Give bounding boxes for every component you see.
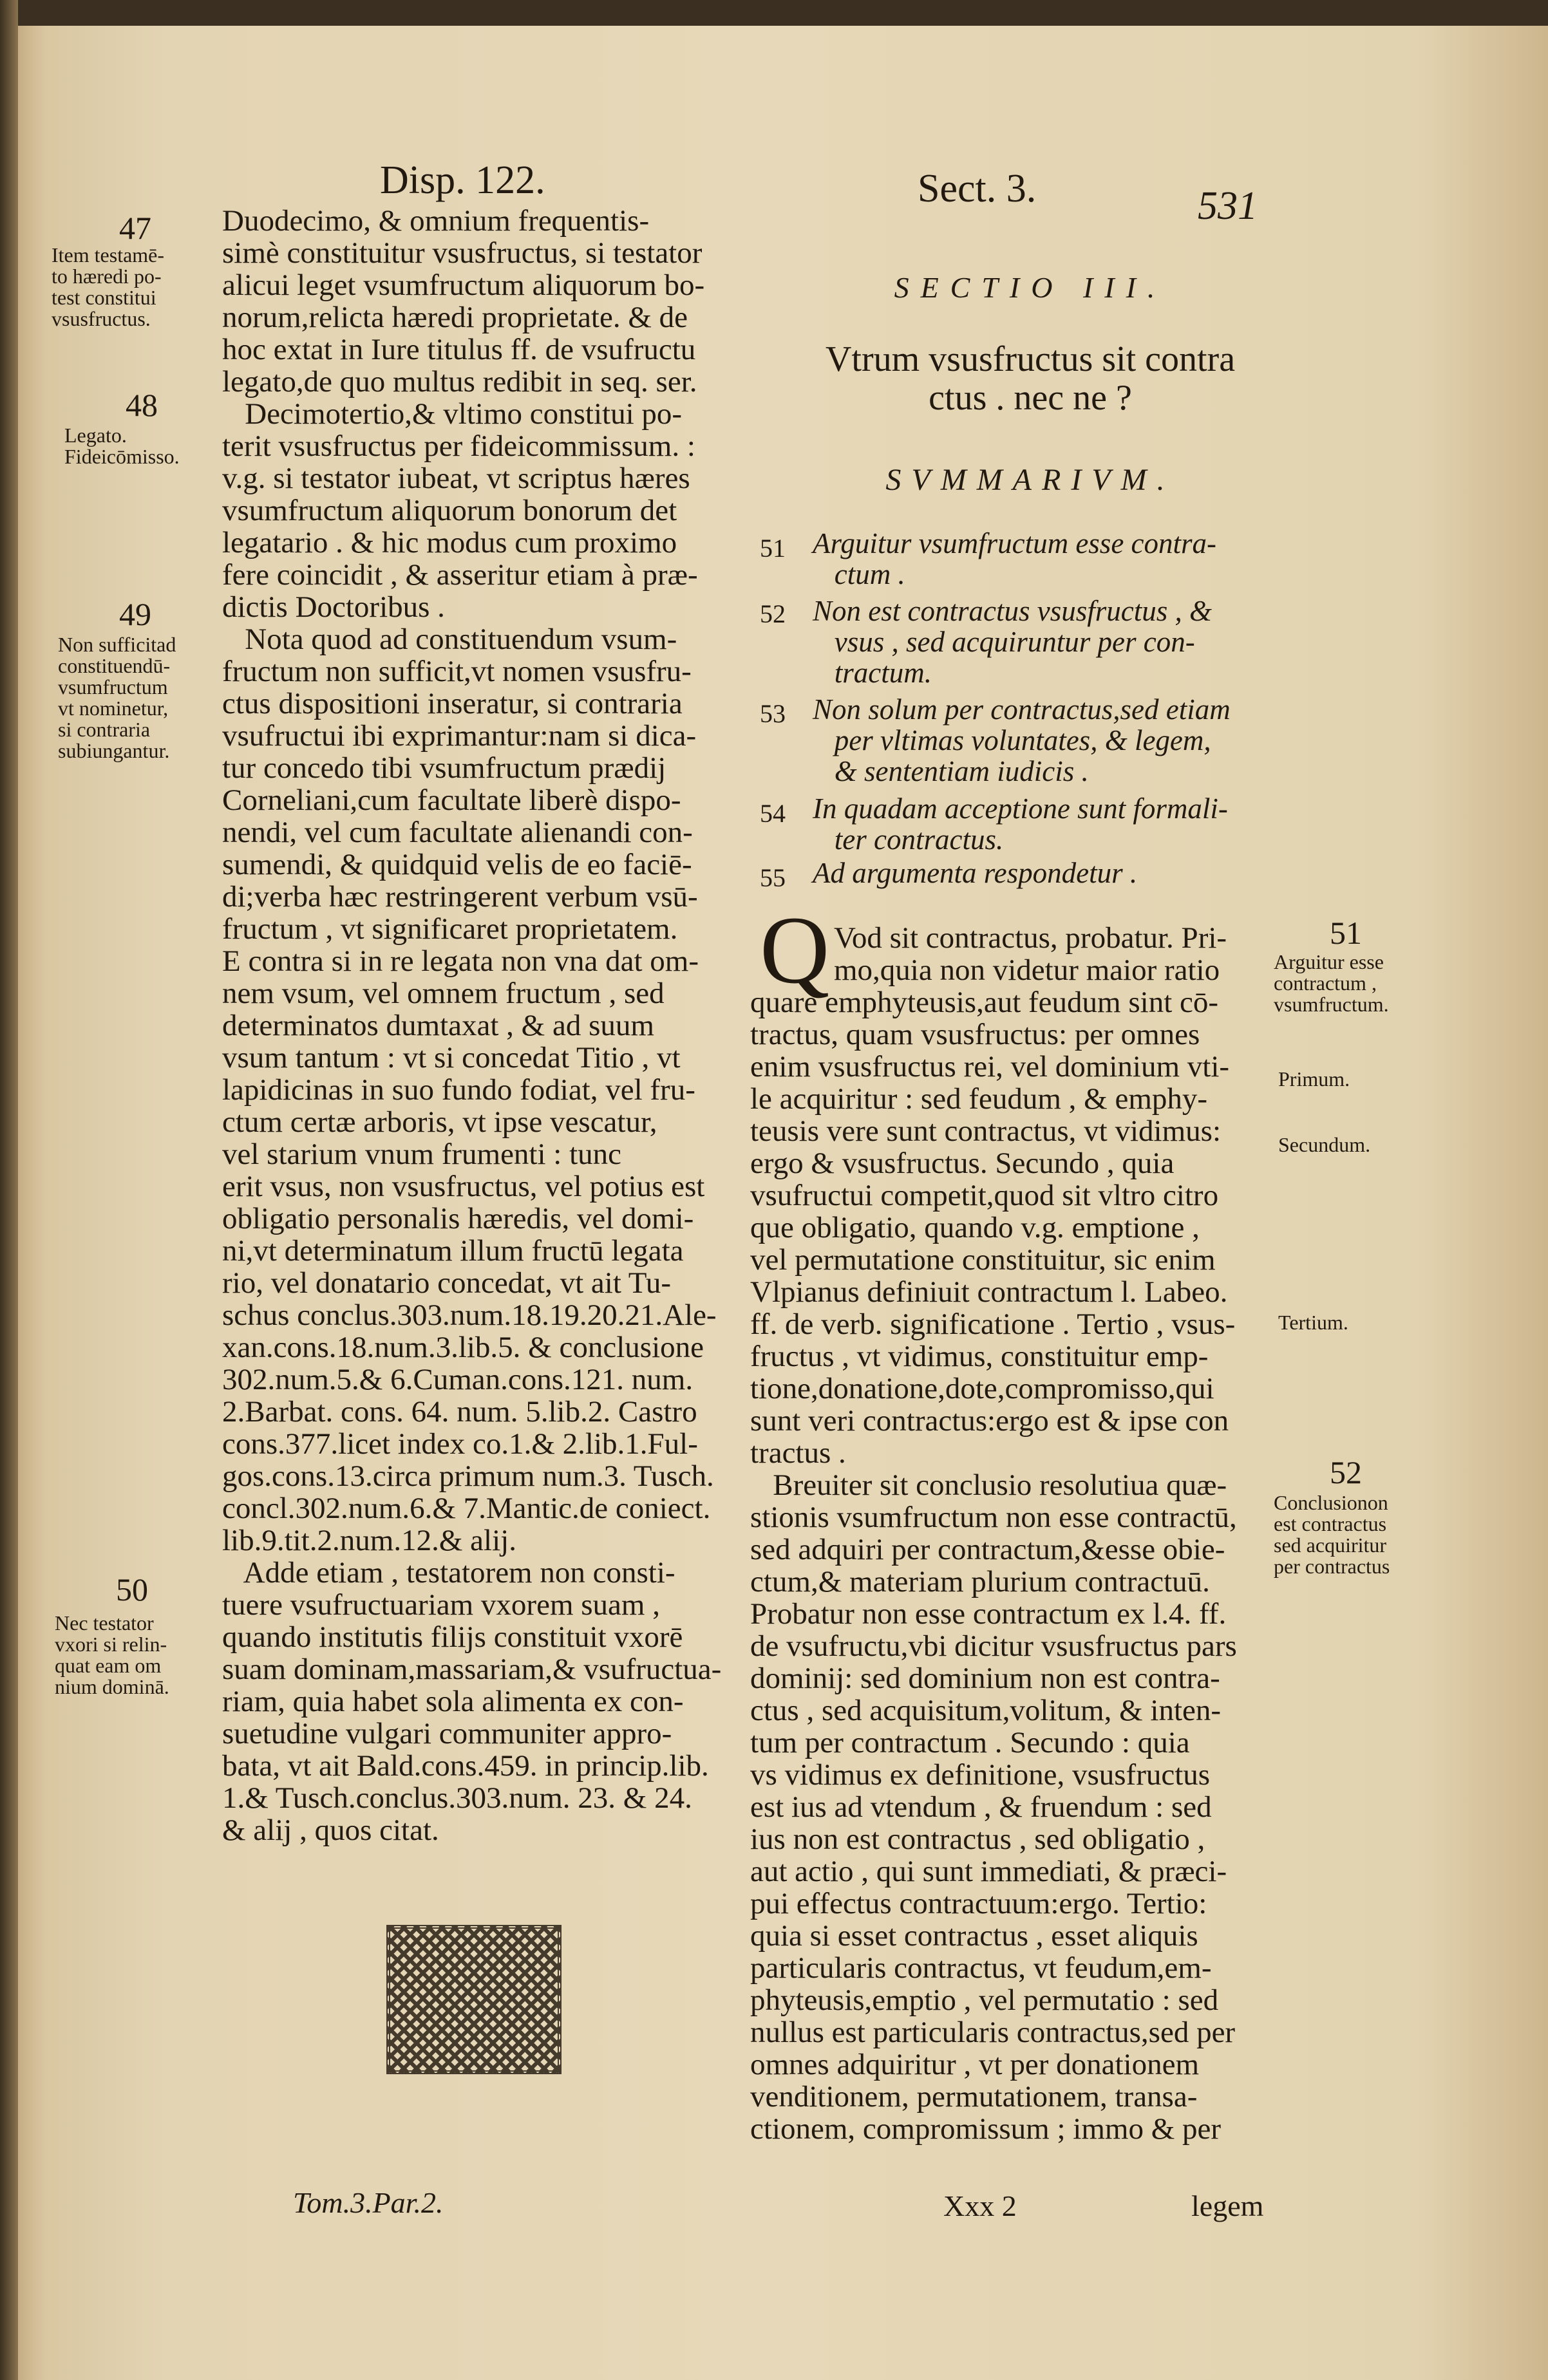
footer-signature: Xxx 2	[943, 2189, 1017, 2222]
margin-note-49: Non sufficitad constituendū- vsumfructum vt nominetur, si contraria subiungantur.	[58, 633, 176, 762]
header-page-number: 531	[1198, 184, 1258, 228]
summarium-item-text: In quadam acceptione sunt formali- ter contractus.	[813, 792, 1228, 856]
footer-volume: Tom.3.Par.2.	[293, 2186, 444, 2219]
right-margin-tertium: Tertium.	[1278, 1311, 1348, 1334]
margin-number-47: 47	[119, 210, 151, 246]
summarium-item-num: 51	[760, 534, 786, 563]
summarium-item-text: Ad argumenta respondetur .	[813, 857, 1138, 889]
summarium-item-text: Arguitur vsumfructum esse contra- ctum .	[813, 527, 1217, 590]
summarium-item-num: 55	[760, 863, 786, 892]
right-margin-note-51: Arguitur esse contractum , vsumfructum.	[1274, 950, 1389, 1016]
margin-number-49: 49	[119, 596, 151, 632]
margin-note-47: Item testamē- to hæredi po- test constitui vsusfructus.	[52, 243, 165, 330]
right-margin-number-52: 52	[1330, 1454, 1362, 1490]
right-margin-primum: Primum.	[1278, 1067, 1350, 1091]
drop-cap: Q	[760, 897, 830, 1004]
summarium-item-num: 53	[760, 699, 786, 728]
section-label: SECTIO III.	[894, 271, 1167, 304]
right-margin-note-52: Conclusionon est contractus sed acquiritur per contractus	[1274, 1491, 1390, 1578]
right-margin-number-51: 51	[1330, 915, 1362, 951]
summarium-item-text: Non est contractus vsusfructus , & vsus , sed acquiruntur per con- tractum.	[813, 595, 1212, 689]
margin-note-50: Nec testator vxori si relin- quat eam om nium dominā.	[55, 1611, 169, 1698]
summarium-item-num: 54	[760, 799, 786, 828]
book-spine	[0, 0, 18, 2380]
summarium-item-text: Non solum per contractus,sed etiam per vltimas voluntates, & legem, & sententiam iudicis .	[813, 693, 1231, 787]
right-column-text: quare emphyteusis,aut feudum sint cō- tractus, quam vsusfructus: per omnes enim vsusfructus rei, vel dominium vti- le acquiritur : sed feudum , & emphy- teusis vere sunt contractus, vt vidimus: ergo & vsusfructus. Secundo , quia vsufructui competit,quod sit vltro citro que obligatio, quando v.g. emptione , vel permutatione constituitur, sic enim Vlpianus definiuit contractum l. Labeo. ff. de verb. significatione . Tertio , vsus- fructus , vt vidimus, constituitur emp- tione,donatione,dote,compromisso,qui sunt veri contractus:ergo est & ipse con tractus . Breuiter sit conclusio resolutiua quæ- stionis vsumfructum non esse contractū, sed adquiri per contractum,&esse obie- ctum,& materiam plurium contractuū. Probatur non esse contractum ex l.4. ff. de vsufructu,vbi dicitur vsusfructus pars dominij: sed dominium non est contra- ctus , sed acquisitum,volitum, & inten- tum per contractum . Secundo : quia vs vidimus ex definitione, vsusfructus est ius ad vtendum , & fruendum : sed ius non est contractus , sed obligatio , aut actio , qui sunt immediati, & præci- pui effectus contractuum:ergo. Tertio: quia si esset contractus , esset aliquis particularis contractus, vt feudum,em- phyteusis,emptio , vel permutatio : sed nullus est particularis contractus,sed per omnes adquiritur , vt per donationem venditionem, permutationem, transa- ctionem, compromissum ; immo & per	[750, 986, 1237, 2146]
header-sect: Sect. 3.	[918, 167, 1037, 211]
margin-number-48: 48	[126, 387, 158, 423]
printers-ornament	[386, 1925, 562, 2074]
summarium-item-num: 52	[760, 599, 786, 628]
right-margin-secundum: Secundum.	[1278, 1133, 1371, 1156]
header-disp: Disp. 122.	[380, 158, 545, 202]
footer-catchword: legem	[1191, 2189, 1264, 2222]
margin-number-50: 50	[116, 1571, 148, 1607]
margin-note-48: Legato. Fideicōmisso.	[64, 424, 180, 468]
summarium-heading: SVMMARIVM.	[885, 463, 1175, 497]
section-title: Vtrum vsusfructus sit contra ctus . nec ne ?	[825, 339, 1236, 418]
right-column-first-lines: Vod sit contractus, probatur. Pri- mo,quia non videtur maior ratio	[834, 921, 1227, 987]
left-column-text: Duodecimo, & omnium frequentis- simè constituitur vsusfructus, si testator alicui leget vsumfructum aliquorum bo- norum,relicta hæredi proprietate. & de hoc extat in Iure titulus ff. de vsufructu legato,de quo multus redibit in seq. ser. Decimotertio,& vltimo constitui po- terit vsusfructus per fideicommissum. : v.g. si testator iubeat, vt scriptus hæres vsumfructum aliquorum bonorum det legatario . & hic modus cum proximo fere coincidit , & asseritur etiam à præ- dictis Doctoribus . Nota quod ad constituendum vsum- fructum non sufficit,vt nomen vsusfru- ctus dispositioni inseratur, si contraria vsufructui ibi exprimantur:nam si dica- tur concedo tibi vsumfructum prædij Corneliani,cum facultate liberè dispo- nendi, vel cum facultate alienandi con- sumendi, & quidquid velis de eo faciē- di;verba hæc restringerent verbum vsū- fructum , vt significaret proprietatem. E contra si in re legata non vna dat om- nem vsum, vel omnem fructum , sed determinatos dumtaxat , & ad suum vsum tantum : vt si concedat Titio , vt lapidicinas in suo fundo fodiat, vel fru- ctum certæ arboris, vt ipse vescatur, vel starium vnum frumenti : tunc erit vsus, non vsusfructus, vel potius est obligatio personalis hæredis, vel domi- ni,vt determinatum illum fructū legata rio, vel donatario concedat, vt ait Tu- schus conclus.303.num.18.19.20.21.Ale- xan.cons.18.num.3.lib.5. & conclusione 302.num.5.& 6.Cuman.cons.121. num. 2.Barbat. cons. 64. num. 5.lib.2. Castro cons.377.licet index co.1.& 2.lib.1.Ful- gos.cons.13.circa primum num.3. Tusch. concl.302.num.6.& 7.Mantic.de coniect. lib.9.tit.2.num.12.& alij. Adde etiam , testatorem non consti- tuere vsufructuariam vxorem suam , quando institutis filijs constituit vxorē suam dominam,massariam,& vsufructua- riam, quia habet sola alimenta ex con- suetudine vulgari communiter appro- bata, vt ait Bald.cons.459. in princip.lib. 1.& Tusch.conclus.303.num. 23. & 24. & alij , quos citat.	[222, 204, 722, 1847]
